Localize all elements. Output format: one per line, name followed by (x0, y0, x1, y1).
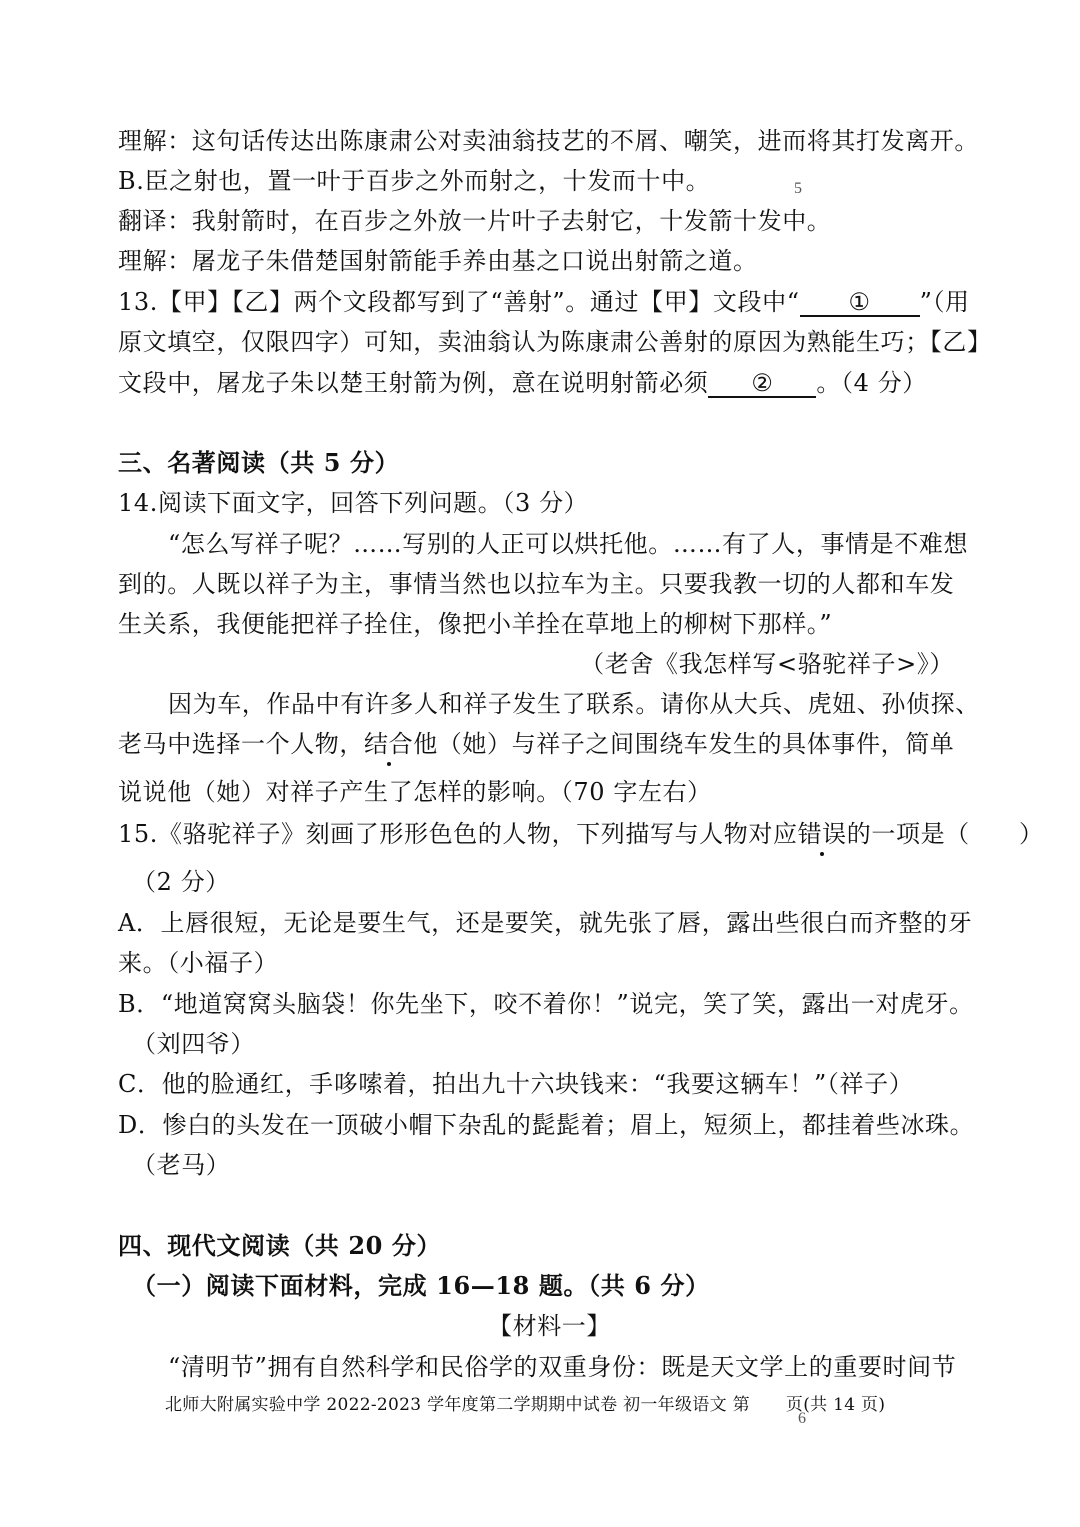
question-13-line-2: 原文填空，仅限四字）可知，卖油翁认为陈康肃公善射的原因为熟能生巧；【乙】 (118, 328, 992, 356)
option-a-line-2: 来。（小福子） (118, 949, 279, 977)
page-number-top: 5 (794, 180, 802, 197)
q15-text-a: 15.《骆驼祥子》刻画了形形色色的人物，下列描写与人物对应 (118, 820, 798, 848)
task-line-1: 因为车，作品中有许多人和祥子发生了联系。请你从大兵、虎妞、孙侦探、 (168, 690, 980, 718)
emphasis-jiehe: 结合 (364, 730, 414, 758)
answer-line-understanding-a: 理解：这句话传达出陈康肃公对卖油翁技艺的不屑、嘲笑，进而将其打发离开。 (118, 127, 979, 155)
question-15-title (118, 818, 1044, 850)
task-line-3: 说说他（她）对祥子产生了怎样的影响。（70 字左右） (118, 778, 712, 806)
question-13-line-1 (118, 286, 970, 318)
section-3-title: 三、名著阅读（共 5 分） (118, 448, 400, 477)
task-line-2 (118, 728, 954, 760)
page-footer (165, 1390, 885, 1415)
q15-text-b: 的一项是（ ） (846, 820, 1044, 848)
section-4-title: 四、现代文阅读（共 20 分） (118, 1231, 442, 1260)
q13-text-a: 13.【甲】【乙】两个文段都写到了“善射”。通过【甲】文段中“ (118, 288, 800, 316)
question-14-title: 14.阅读下面文字，回答下列问题。（3 分） (118, 489, 589, 517)
emphasis-cuowu: 错误 (797, 820, 847, 848)
footer-text: 北师大附属实验中学 2022-2023 学年度第二学期期中试卷 初一年级语文 第 (165, 1395, 750, 1415)
option-c-line[interactable]: C．他的脸通红，手哆嗦着，拍出九十六块钱来：“我要这辆车！”（祥子） (118, 1070, 914, 1098)
q13-text-d: 文段中，屠龙子朱以楚王射箭为例，意在说明射箭必须 (118, 369, 709, 397)
material-line-1: “清明节”拥有自然科学和民俗学的双重身份：既是天文学上的重要时间节 (168, 1353, 957, 1381)
q13-blank-1[interactable]: ① (800, 289, 920, 317)
section-4-subtitle: （一）阅读下面材料，完成 16—18 题。（共 6 分） (132, 1271, 710, 1300)
option-b-sentence: B.臣之射也，置一叶于百步之外而射之，十发而十中。 (118, 167, 711, 195)
page-number-bottom: 6 (798, 1410, 806, 1427)
option-b-line-1[interactable]: B．“地道窝窝头脑袋！你先坐下，咬不着你！”说完，笑了笑，露出一对虎牙。 (118, 990, 974, 1018)
task2-text-a: 老马中选择一个人物， (118, 730, 364, 758)
q13-text-e: 。（4 分） (816, 369, 927, 397)
question-15-score: （2 分） (132, 868, 230, 896)
quote-source: （老舍《我怎样写<骆驼祥子>》） (580, 650, 954, 678)
q13-blank-2[interactable]: ② (708, 370, 816, 398)
option-a-line-1[interactable]: A．上唇很短，无论是要生气，还是要笑，就先张了唇，露出些很白而齐整的牙 (118, 909, 973, 937)
quote-line-2: 到的。人既以祥子为主，事情当然也以拉车为主。只要我教一切的人都和车发 (118, 570, 955, 598)
q13-text-b: ”（用 (919, 288, 970, 316)
material-label: 【材料一】 (488, 1312, 611, 1340)
task2-text-b: 他（她）与祥子之间围绕车发生的具体事件，简单 (413, 730, 955, 758)
option-d-line-2: （老马） (132, 1151, 231, 1179)
option-d-line-1[interactable]: D．惨白的头发在一顶破小帽下杂乱的髭髭着；眉上，短须上，都挂着些冰珠。 (118, 1111, 975, 1139)
answer-line-understanding-b: 理解：屠龙子朱借楚国射箭能手养由基之口说出射箭之道。 (118, 247, 758, 275)
question-13-line-3 (118, 367, 927, 399)
translation-line: 翻译：我射箭时，在百步之外放一片叶子去射它，十发箭十发中。 (118, 207, 832, 235)
footer-page-label: 页(共 14 页) (785, 1395, 886, 1415)
quote-line-3: 生关系，我便能把祥子拴住，像把小羊拴在草地上的柳树下那样。” (118, 610, 833, 638)
option-b-line-2: （刘四爷） (132, 1030, 255, 1058)
quote-line-1: “怎么写祥子呢？……写别的人正可以烘托他。……有了人，事情是不难想 (168, 530, 969, 558)
